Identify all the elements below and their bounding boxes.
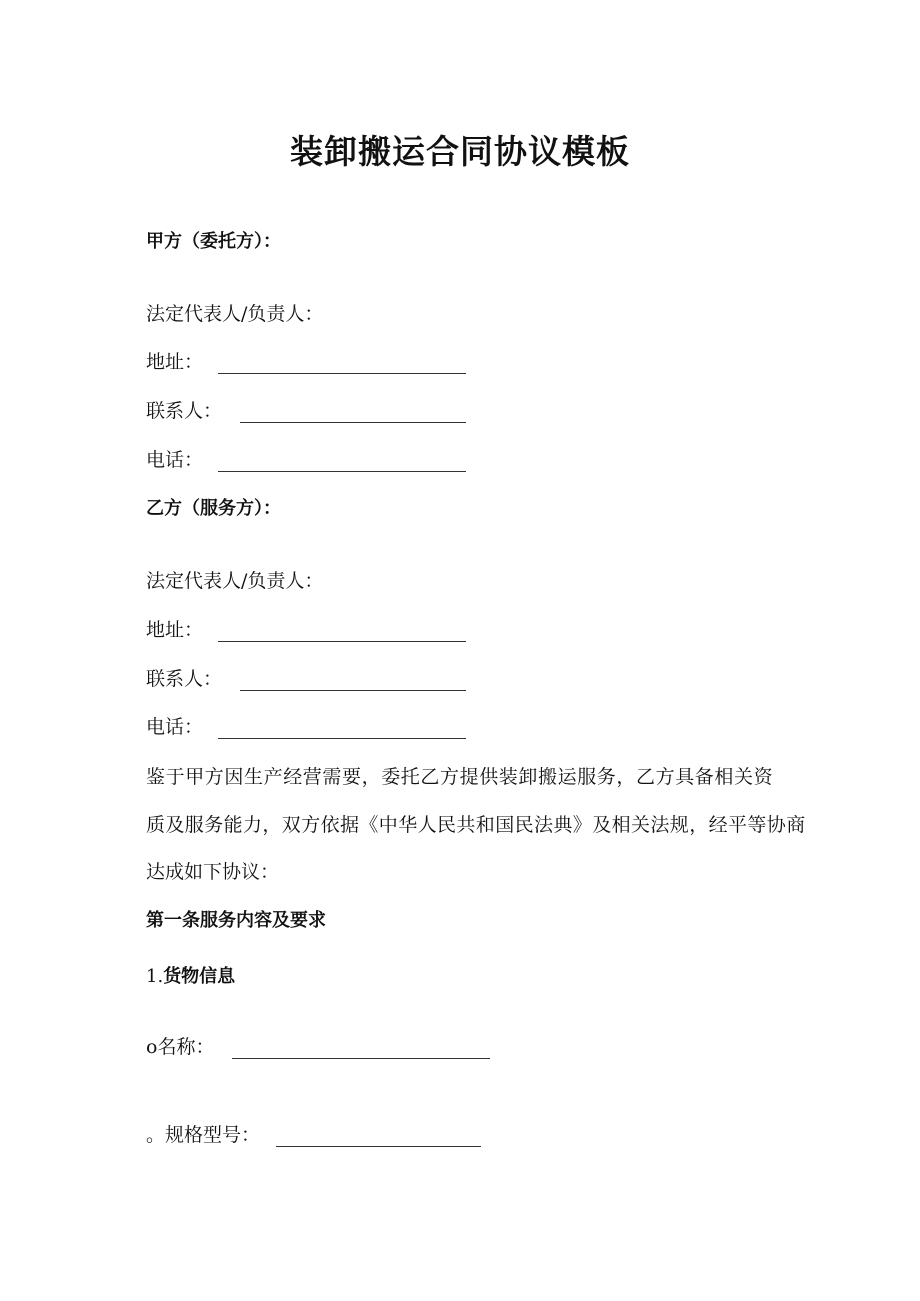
item-1-number: 1. bbox=[146, 966, 164, 987]
cargo-spec-label: 规格型号： bbox=[165, 1124, 261, 1146]
party-a-phone-field[interactable] bbox=[218, 451, 466, 472]
cargo-spec-row bbox=[146, 1123, 481, 1147]
party-a-address-row bbox=[146, 350, 466, 374]
party-b-address-label: 地址： bbox=[146, 619, 204, 641]
party-a-contact-label: 联系人： bbox=[146, 400, 223, 422]
party-b-phone-field[interactable] bbox=[218, 718, 466, 739]
party-b-rep-label: 法定代表人/负责人： bbox=[146, 570, 324, 592]
party-b-phone-label: 电话： bbox=[146, 716, 204, 738]
party-b-contact-row bbox=[146, 667, 466, 691]
cargo-name-field[interactable] bbox=[232, 1038, 490, 1059]
cargo-name-label: 名称： bbox=[157, 1036, 215, 1058]
preamble-line-1-text: 鉴于甲方因生产经营需要，委托乙方提供装卸搬运服务，乙方具备相关资 bbox=[146, 766, 774, 788]
preamble-line-3-text: 达成如下协议： bbox=[146, 861, 280, 883]
party-b-heading: 乙方（服务方）： bbox=[146, 498, 281, 519]
party-a-phone-label: 电话： bbox=[146, 449, 204, 471]
preamble-line-1 bbox=[146, 765, 773, 789]
cargo-name-row bbox=[146, 1035, 490, 1059]
party-a-rep-label: 法定代表人/负责人： bbox=[146, 303, 324, 325]
preamble-line-2 bbox=[146, 813, 806, 837]
party-a-address-label: 地址： bbox=[146, 351, 204, 373]
item-1-row bbox=[146, 965, 235, 989]
party-a-contact-row bbox=[146, 399, 466, 423]
party-b-phone-row bbox=[146, 715, 466, 739]
party-b-contact-field[interactable] bbox=[240, 670, 466, 691]
party-a-address-field[interactable] bbox=[218, 353, 466, 374]
party-b-address-field[interactable] bbox=[218, 621, 466, 642]
preamble-line-3 bbox=[146, 860, 279, 884]
cargo-spec-field[interactable] bbox=[276, 1126, 481, 1147]
party-a-contact-field[interactable] bbox=[240, 402, 466, 423]
cargo-name-bullet: o bbox=[146, 1036, 158, 1058]
party-b-address-row bbox=[146, 618, 466, 642]
article-1-heading: 第一条服务内容及要求 bbox=[146, 910, 326, 931]
party-a-heading: 甲方（委托方）： bbox=[146, 231, 281, 252]
party-b-contact-label: 联系人： bbox=[146, 668, 223, 690]
item-1-label: 货物信息 bbox=[163, 966, 236, 987]
cargo-spec-bullet: 。 bbox=[146, 1124, 166, 1146]
party-a-phone-row bbox=[146, 448, 466, 472]
document-title: 装卸搬运合同协议模板 bbox=[290, 132, 630, 171]
preamble-line-2-text: 质及服务能力，双方依据《中华人民共和国民法典》及相关法规，经平等协商 bbox=[146, 814, 806, 836]
